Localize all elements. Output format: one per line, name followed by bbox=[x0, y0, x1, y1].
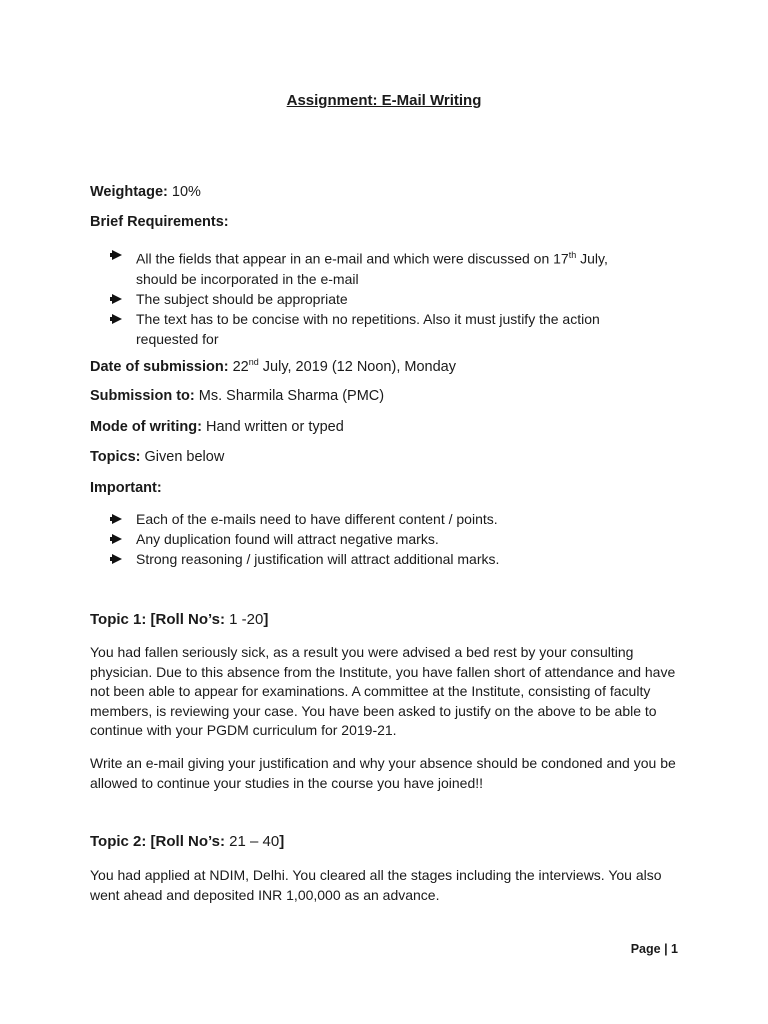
list-item-text: Any duplication found will attract negative marks. bbox=[136, 531, 439, 547]
topic2-label: Topic 2: [Roll No’s: bbox=[90, 833, 230, 850]
topics-label: Topics: bbox=[90, 449, 141, 465]
topic2-heading bbox=[90, 833, 284, 850]
superscript: th bbox=[568, 250, 577, 260]
important-heading bbox=[90, 480, 162, 496]
arrow-bullet-icon bbox=[112, 554, 122, 564]
list-item-text: The subject should be appropriate bbox=[136, 290, 348, 307]
page-footer bbox=[631, 942, 678, 956]
list-item bbox=[112, 549, 499, 569]
weightage-line bbox=[90, 184, 201, 200]
important-label: Important: bbox=[90, 480, 162, 496]
list-item-text: should be incorporated in the e-mail bbox=[136, 270, 359, 287]
brief-requirements-heading bbox=[90, 214, 229, 230]
topic2-range: 21 – 40 bbox=[229, 833, 280, 850]
brief-requirements-label: Brief Requirements: bbox=[90, 214, 229, 230]
page-title: Assignment: E-Mail Writing bbox=[286, 92, 482, 109]
list-item-text: requested for bbox=[136, 330, 219, 347]
topic1-label: Topic 1: [Roll No’s: bbox=[90, 611, 230, 628]
topic1-paragraph-1: You had fallen seriously sick, as a result you were advised a bed rest by your consulting physician. Due to this absence from the Institute, you have fallen short of attendance and have not been able to appear for examinations. A committee at the Institute, consisting of faculty members, is reviewing your case. You have been asked to justify on the above to be able to continue with your PGDM curriculum for 2019-21. bbox=[90, 644, 676, 738]
date-value: 22 bbox=[232, 358, 249, 375]
superscript: nd bbox=[248, 357, 259, 367]
date-value-rest: July, 2019 (12 Noon), Monday bbox=[258, 358, 456, 375]
arrow-bullet-icon bbox=[112, 294, 122, 304]
list-item-text: July, bbox=[576, 250, 608, 267]
page-number: 1 bbox=[671, 942, 678, 956]
date-of-submission-label: Date of submission: bbox=[90, 358, 229, 375]
arrow-bullet-icon bbox=[112, 534, 122, 544]
list-item bbox=[112, 245, 608, 289]
list-item bbox=[112, 289, 608, 309]
topic1-bracket: ] bbox=[263, 611, 269, 628]
topic1-range: 1 -20 bbox=[229, 611, 264, 628]
list-item-text: Each of the e-mails need to have different content / points. bbox=[136, 511, 498, 527]
arrow-bullet-icon bbox=[112, 514, 122, 524]
list-item bbox=[112, 509, 499, 529]
submission-to-label: Submission to: bbox=[90, 388, 195, 404]
arrow-bullet-icon bbox=[112, 250, 122, 260]
submission-to-line bbox=[90, 388, 384, 404]
mode-of-writing-value: Hand written or typed bbox=[205, 419, 344, 435]
list-item-text: The text has to be concise with no repetitions. Also it must justify the action bbox=[136, 310, 600, 327]
list-item bbox=[112, 529, 499, 549]
list-item-text: Strong reasoning / justification will attract additional marks. bbox=[136, 551, 500, 567]
topic2-paragraph-1: You had applied at NDIM, Delhi. You cleared all the stages including the interviews. You also went ahead and deposited INR 1,00,000 as an advance. bbox=[90, 867, 662, 903]
topics-line bbox=[90, 449, 224, 465]
important-list bbox=[112, 509, 499, 569]
page-label: Page | bbox=[630, 942, 672, 956]
arrow-bullet-icon bbox=[112, 314, 122, 324]
mode-of-writing-line bbox=[90, 419, 344, 435]
list-item-text: All the fields that appear in an e-mail and which were discussed on 17 bbox=[136, 250, 569, 267]
weightage-value: 10% bbox=[171, 184, 201, 200]
list-item bbox=[112, 309, 608, 349]
topic1-heading bbox=[90, 611, 268, 628]
mode-of-writing-label: Mode of writing: bbox=[90, 419, 202, 435]
brief-requirements-list bbox=[112, 245, 608, 349]
topics-value: Given below bbox=[144, 449, 225, 465]
topic2-bracket: ] bbox=[279, 833, 285, 850]
submission-to-value: Ms. Sharmila Sharma (PMC) bbox=[198, 388, 385, 404]
date-of-submission-line bbox=[90, 357, 456, 375]
weightage-label: Weightage: bbox=[90, 184, 168, 200]
topic1-paragraph-2: Write an e-mail giving your justification and why your absence should be condoned and you be allowed to continue your studies in the course you have joined!! bbox=[90, 755, 676, 791]
